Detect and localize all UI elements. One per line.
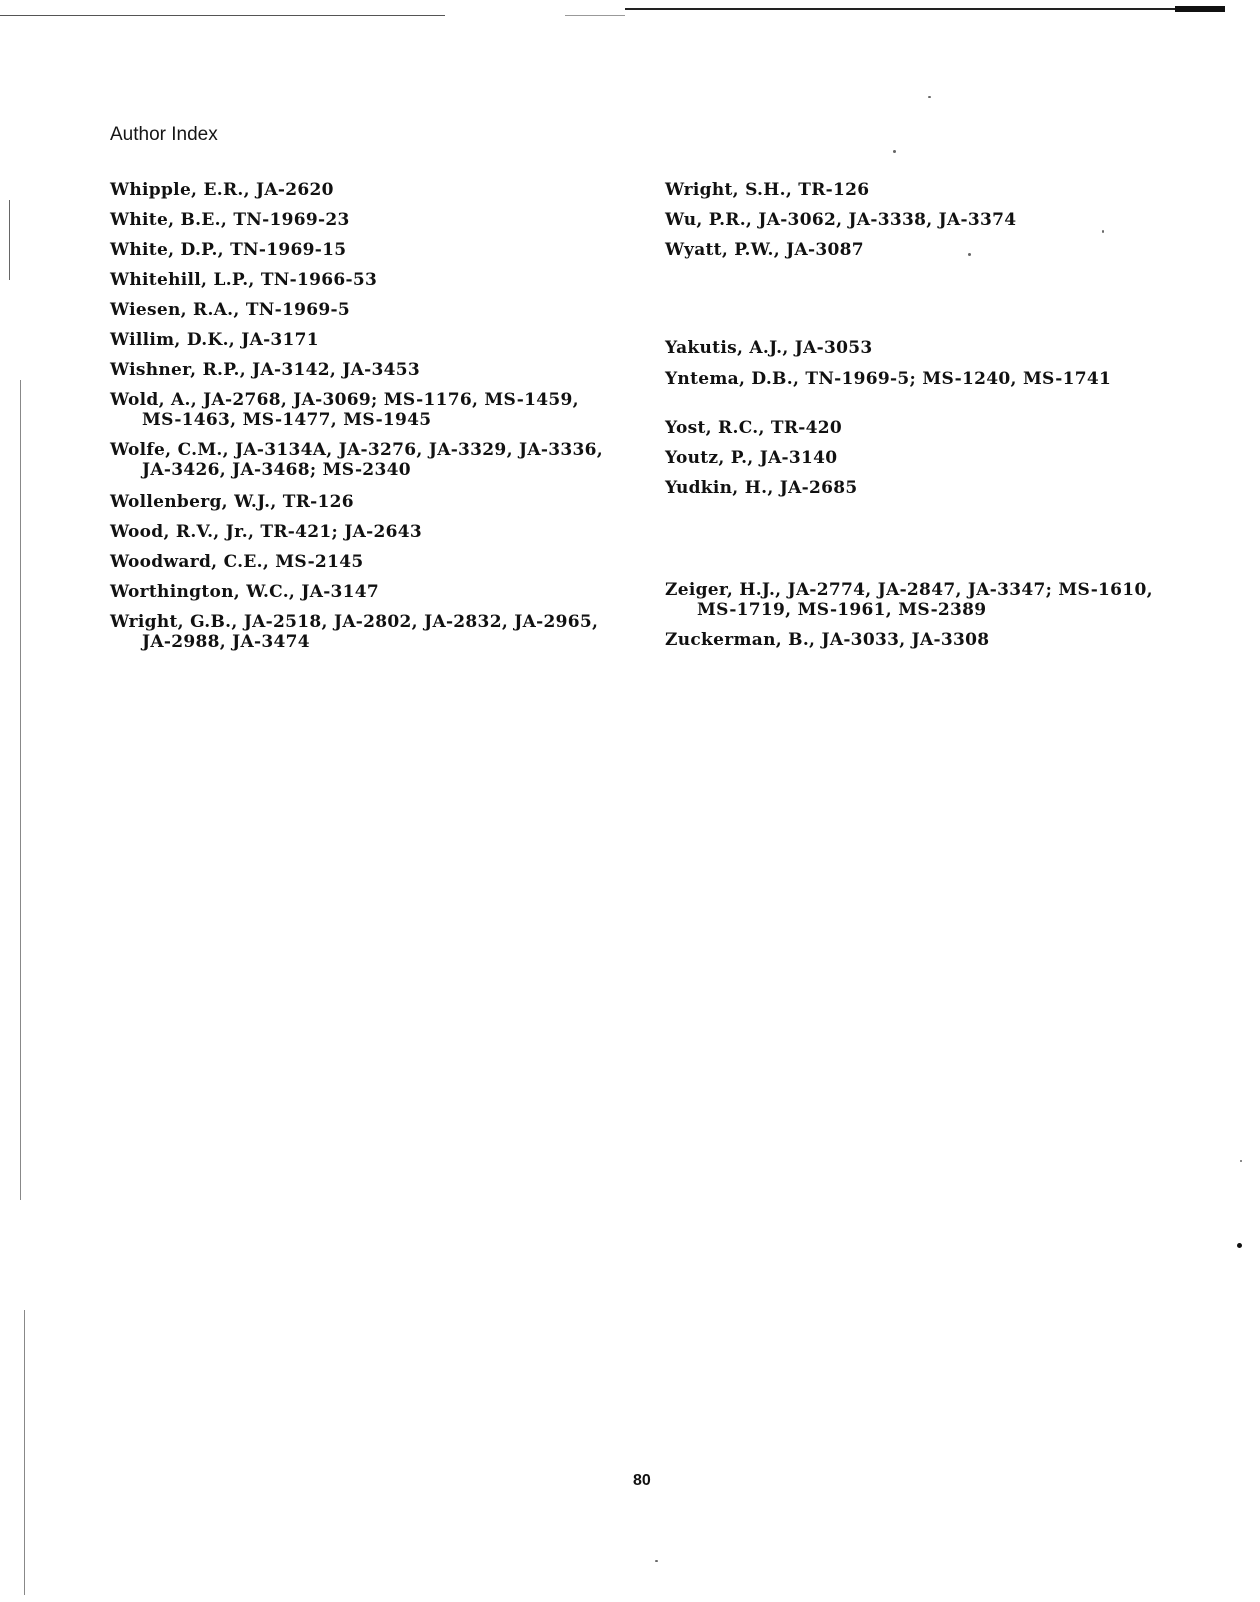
- index-entry: Wiesen, R.A., TN-1969-5: [110, 300, 350, 320]
- top-rule-right: [625, 8, 1225, 10]
- page-title: Author Index: [110, 124, 218, 145]
- index-entry: Yudkin, H., JA-2685: [665, 478, 858, 498]
- scan-speck: [928, 96, 931, 98]
- index-entry: White, B.E., TN-1969-23: [110, 210, 350, 230]
- index-entry: Woodward, C.E., MS-2145: [110, 552, 364, 572]
- index-entry: Youtz, P., JA-3140: [665, 448, 838, 468]
- index-entry: Whitehill, L.P., TN-1966-53: [110, 270, 378, 290]
- index-entry: Yakutis, A.J., JA-3053: [665, 338, 873, 358]
- scan-margin-line: [20, 380, 21, 1200]
- scan-speck: [655, 1560, 658, 1562]
- scan-margin-line: [9, 200, 10, 280]
- index-entry: Wood, R.V., Jr., TR-421; JA-2643: [110, 522, 423, 542]
- scan-speck: [1237, 1243, 1242, 1248]
- scan-margin-line: [24, 1310, 25, 1595]
- index-entry: Yost, R.C., TR-420: [665, 418, 843, 438]
- top-rule-bold-end: [1175, 6, 1225, 12]
- index-entry: Wyatt, P.W., JA-3087: [665, 240, 864, 260]
- scan-speck: [1240, 1160, 1242, 1162]
- index-entry: Worthington, W.C., JA-3147: [110, 582, 380, 602]
- index-entry: Wishner, R.P., JA-3142, JA-3453: [110, 360, 421, 380]
- top-rule-left: [0, 15, 445, 16]
- index-entry: Wolfe, C.M., JA-3134A, JA-3276, JA-3329, JA-3336, JA-3426, JA-3468; MS-2340: [110, 440, 603, 480]
- index-entry: Whipple, E.R., JA-2620: [110, 180, 334, 200]
- scan-speck: [1102, 230, 1104, 233]
- index-entry: Wollenberg, W.J., TR-126: [110, 492, 354, 512]
- index-entry: Wu, P.R., JA-3062, JA-3338, JA-3374: [665, 210, 1017, 230]
- scan-speck: [893, 150, 896, 153]
- index-entry: Wright, G.B., JA-2518, JA-2802, JA-2832, JA-2965, JA-2988, JA-3474: [110, 612, 599, 652]
- top-rule-dashed: [565, 15, 625, 16]
- page-number: 80: [633, 1472, 651, 1489]
- index-entry: Wold, A., JA-2768, JA-3069; MS-1176, MS-1459, MS-1463, MS-1477, MS-1945: [110, 390, 579, 430]
- index-entry: Wright, S.H., TR-126: [665, 180, 870, 200]
- index-entry: Zuckerman, B., JA-3033, JA-3308: [665, 630, 990, 650]
- index-entry: White, D.P., TN-1969-15: [110, 240, 347, 260]
- index-entry: Willim, D.K., JA-3171: [110, 330, 319, 350]
- index-entry: Yntema, D.B., TN-1969-5; MS-1240, MS-1741: [665, 369, 1112, 389]
- index-entry: Zeiger, H.J., JA-2774, JA-2847, JA-3347; MS-1610, MS-1719, MS-1961, MS-2389: [665, 580, 1153, 620]
